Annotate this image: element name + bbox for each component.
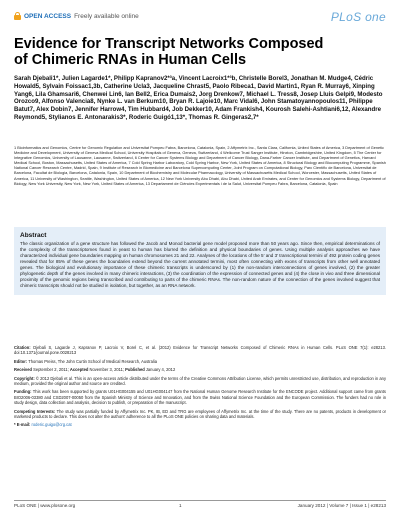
article-metadata [14, 345, 386, 431]
copyright: Copyright: © 2012 Djebali et al. This is an open-access article distributed under the terms of the Creative Commons Attribution License, which permits unrestricted use, distribution, and reproduction in any medium, provided the original author and source are credited. [14, 375, 386, 387]
editor: Editor: Thomas Preiss, The John Curtin School of Medical Research, Australia [14, 358, 157, 364]
footer-journal: PLoS ONE | www.plosone.org [14, 503, 76, 508]
page-footer [14, 500, 386, 509]
open-access-badge [14, 12, 139, 20]
abstract-text: The classic organization of a gene structure has followed the Jacob and Monod bacterial gene model proposed more than 50 years ago. Since then, empirical determinations of the complexity of the transcriptomes found in yeast to human has blurred the definition and physical boundaries of genes. Using multiple analysis approaches we have characterized individual gene boundaries mapping on human chromosomes 21 and 22. Analyses of the locations of the 5′ and 3′ transcriptional termini of 492 protein coding genes revealed that for 85% of these genes the boundaries extend beyond the current annotated termini, most often connecting with exons of transcripts from other well annotated genes. The biological and evolutionary importance of these chimeric transcripts is underscored by (1) the non-random interconnections of genes involved, (2) the greater phylogenetic depth of the genes involved in many chimeric interactions, (3) the coordination of the expression of connected genes and (4) the close in vivo and three dimensional proximity of the genomic regions being transcribed and contributing to parts of the chimeric RNAs. The non-random nature of the connection of the genes involved suggest that chimeric transcripts should not be studied in isolation, but together, as an RNA network. [20, 241, 380, 288]
article-title: Evidence for Transcript Networks Composed of Chimeric RNAs in Human Cells [14, 36, 324, 68]
page-number: 1 [179, 503, 182, 508]
abstract-heading: Abstract [20, 232, 47, 239]
open-access-label: OPEN ACCESS [24, 12, 72, 20]
citation: Citation: Djebali S, Lagarde J, Kapranov P, Lacroix V, Borel C, et al. (2012) Evidence for Transcript Networks Composed of Chimeric RNAs in Human Cells. PLoS ONE 7(1): e28213. doi:10.1371/journal.pone.0028213 [14, 345, 386, 356]
contact-email: * E-mail: roderic.guigo@crg.cat [14, 422, 72, 428]
open-lock-icon [14, 12, 21, 20]
footer-issue: January 2012 | Volume 7 | Issue 1 | e28213 [297, 503, 386, 508]
journal-logo: PLoS one [330, 10, 386, 24]
dates: Received September 2, 2011; Accepted November 3, 2011; Published January 4, 2012 [14, 367, 176, 373]
author-list: Sarah Djebali1*, Julien Lagarde1*, Philipp Kapranov2*³a, Vincent Lacroix1*³b, Christelle Borel3, Jonathan M. Mudge4, Cédric Howald5, Sylvain Foissac1,3b, Catherine Ucla3, Jacqueline Chrast5, Paolo Ribeca1, David Martin1, Ryan R. Murray6, Xinping Yang6, Lila Ghamsari6, Chenwei Lin6, Ian Bell2, Erica Dumais2, Jorg Drenkow7, Michael L. Tress8, Josep Lluis Gelpi9, Modesto Orozco9, Alfonso Valencia8, Nynke L. van Berkum10, Bryan R. Lajoie10, Marc Vidal6, John Stamatoyannopoulos11, Philippe Batut7, Alex Dobin7, Jennifer Harrow4, Tim Hubbard4, Job Dekker10, Adam Frankish4, Kourosh Salehi-Ashtiani6,12, Alexandre Reymond5, Stylianos E. Antonarakis3*, Roderic Guigó1,13*, Thomas R. Gingeras2,7* [14, 75, 383, 121]
affiliations: 1 Bioinformatics and Genomics, Centre for Genomic Regulation and Universitat Pompeu Fabra, Barcelona, Catalonia, Spain, 2 Affymetrix Inc., Santa Clara, California, United States of America, 3 Department of Genetic Medicine and Development, University of Geneva Medical School, University Hospitals of Geneva, Geneva, Switzerland, 4 Wellcome Trust Sanger Institute, Hinxton, Cambridgeshire, United Kingdom, 5 The Center for Integrative Genomics, University of Lausanne, Lausanne, Switzerland, 6 Center for Cancer Systems Biology and Department of Cancer Biology, Dana-Farber Cancer Institute, and Department of Genetics, Harvard Medical School, Boston, Massachusetts, United States of America, 7 Cold Spring Harbor Laboratory, Cold Spring Harbor, New York, United States of America, 8 Structural Biology and Biocomputing Programme, Spanish National Cancer Research Centre, Madrid, Spain, 9 Institute of Research in Biomedicine and Barcelona Supercomputing Center, Joint Program on Computational Biology, Parc Científic de Barcelona, Universitat de Barcelona, Facultat de Biologia, Barcelona, Catalonia, Spain, 10 Department of Biochemistry and Molecular Pharmacology, University of Massachusetts Medical School, Worcester, Massachusetts, United States of America, 11 University of Washington, Seattle, Washington, United States of America, 12 New York University Abu Dhabi, Abu Dhabi, United Arab Emirates, and Center for Genomics and Systems Biology, Department of Biology, New York University, New York, New York, United States of America, 13 Departament de Ciències Experimentals i de la Salut, Universitat Pompeu Fabra, Barcelona, Catalonia, Spain [14, 146, 386, 186]
competing-interests: Competing Interests: The study was partially funded by Affymetrix Inc. PK, IB, ED and TRG are employees of Affymetrix Inc. at the time of the study. There are no patents, products in development or marketed products to declare. This does not alter the authors' adherence to all the PLoS ONE policies on sharing data and materials. [14, 408, 386, 420]
funding: Funding: This work has been supported by grants U01HG004155 and U01HG004147 from the National Human Genome Research Institute for the ENCODE project. Additional support came from grants BIO2006-03380 and CSD2007-00050 from the Spanish Ministry of Science and Innovation, and from the Swiss National Science Foundation and the European Commission. The funders had no role in study design, data collection and analysis, decision to publish, or preparation of the manuscript. [14, 389, 386, 406]
abstract-box [14, 227, 386, 295]
open-access-suffix: Freely available online [74, 12, 139, 20]
page-header [14, 10, 386, 26]
